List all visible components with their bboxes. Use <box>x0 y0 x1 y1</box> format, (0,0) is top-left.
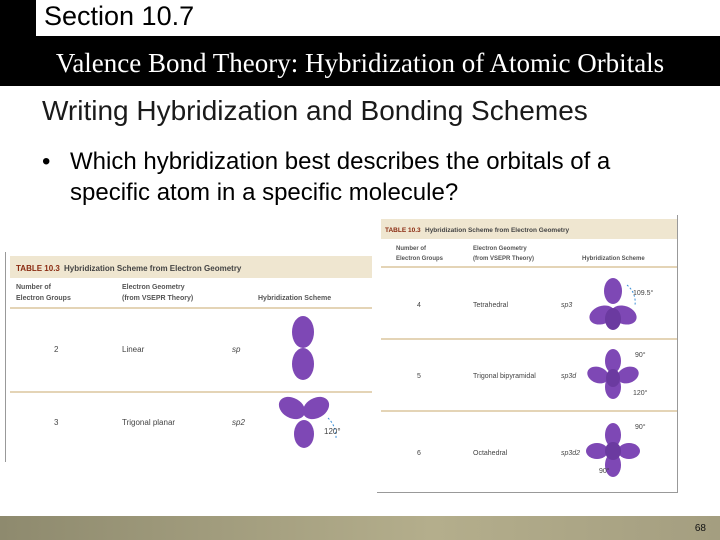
table-right <box>377 215 678 493</box>
table-left-row2-scheme: sp2 <box>232 418 245 427</box>
table-right-header-col1-line1: Number of <box>396 246 426 252</box>
sp3-orbital-icon <box>587 278 640 330</box>
table-left-row1-groups: 2 <box>54 345 59 354</box>
table-left-header-col1-line1: Number of <box>16 284 51 291</box>
bullet-marker: • <box>42 148 51 175</box>
sp3d2-orbital-icon <box>586 423 640 477</box>
title-bar <box>0 36 720 86</box>
section-accent-block <box>0 0 36 36</box>
sp2-orbital-icon <box>275 392 333 448</box>
table-left-row2-groups: 3 <box>54 418 59 427</box>
section-label: Section 10.7 <box>44 1 195 31</box>
table-right-header-col2-line2: (from VSEPR Theory) <box>473 256 535 262</box>
slide-title: Valence Bond Theory: Hybridization of Atomic Orbitals <box>55 48 665 78</box>
table-right-row3-angle2: 90° <box>599 468 610 475</box>
table-right-row2-geometry: Trigonal bipyramidal <box>473 373 536 380</box>
table-left-row1-scheme: sp <box>232 345 241 354</box>
table-left-header-col1-line2: Electron Groups <box>16 295 71 302</box>
footer-bar <box>0 516 720 540</box>
sp-orbital-icon <box>292 316 314 380</box>
table-right-header-col2-line1: Electron Geometry <box>473 246 527 252</box>
table-left-caption-num: TABLE 10.3 <box>16 264 60 273</box>
table-right-row3-angle1: 90° <box>635 424 646 431</box>
bullet-text: Which hybridization best describes the orbitals of a specific atom in a specific molecule? <box>70 148 611 206</box>
table-right-row2-angle1: 90° <box>635 352 646 359</box>
table-left-header-col3: Hybridization Scheme <box>258 295 332 302</box>
table-right-header-col3: Hybridization Scheme <box>582 256 645 262</box>
table-left-row2-angle: 120° <box>324 427 341 436</box>
table-right-row1-scheme: sp3 <box>561 302 573 309</box>
table-right-row3-geometry: Octahedral <box>473 450 508 457</box>
table-right-caption: Hybridization Scheme from Electron Geometry <box>425 227 570 234</box>
table-left-header-col2-line2: (from VSEPR Theory) <box>122 295 194 302</box>
table-right-row1-groups: 4 <box>417 302 421 309</box>
table-right-row1-angle: 109.5° <box>633 290 654 297</box>
table-right-row3-scheme: sp3d2 <box>561 450 581 457</box>
table-right-row2-groups: 5 <box>417 373 421 380</box>
table-left-caption: Hybridization Scheme from Electron Geometry <box>64 264 242 273</box>
table-left-header-col2-line1: Electron Geometry <box>122 284 185 291</box>
slide-subtitle: Writing Hybridization and Bonding Schemes <box>42 95 588 126</box>
table-right-header-col1-line2: Electron Groups <box>396 256 444 262</box>
table-right-row2-scheme: sp3d <box>561 373 577 380</box>
page-number: 68 <box>694 523 706 534</box>
table-right-row1-geometry: Tetrahedral <box>473 302 509 309</box>
table-left-row1-geometry: Linear <box>122 345 145 354</box>
section-header <box>0 0 720 36</box>
table-right-caption-num: TABLE 10.3 <box>385 227 421 234</box>
table-left-row2-geometry: Trigonal planar <box>122 418 176 427</box>
table-left <box>5 252 372 462</box>
table-right-row3-groups: 6 <box>417 450 421 457</box>
table-right-row2-angle2: 120° <box>633 390 648 397</box>
